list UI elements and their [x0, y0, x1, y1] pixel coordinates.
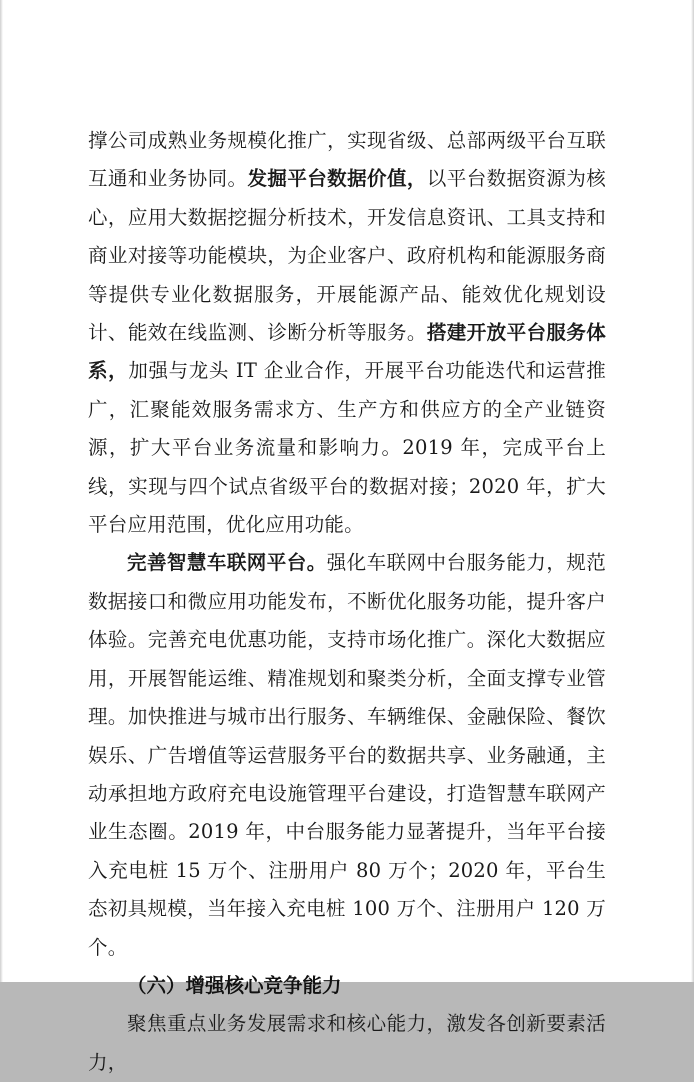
text-run-1: 发掘平台数据价值， — [247, 167, 427, 191]
text-run-3: 搭建开放平台服务体系， — [88, 321, 606, 383]
page-left-edge-shadow — [0, 0, 3, 982]
text-run-2: 以平台数据资源为核心，应用大数据挖掘分析技术，开发信息资讯、工具支持和商业对接等功能模块，为企业客户、政府机构和能源服务商等提供专业化数据服务，开展能源产品、能效优化规划设计、能效在线监测、诊断分析等服务。 — [88, 167, 606, 345]
paragraph-core-competitiveness — [88, 1005, 606, 1082]
text-run-0: 完善智慧车联网平台。 — [127, 551, 327, 575]
paragraph-smart-vehicle-network — [88, 544, 606, 966]
text-run-4: 加强与龙头 IT 企业合作，开展平台功能迭代和运营推广，汇聚能效服务需求方、生产方和供应方的全产业链资源，扩大平台业务流量和影响力。2019 年，完成平台上线，实现与四个试点省级平台的数据对接；2020 年，扩大平台应用范围，优化应用功能。 — [88, 359, 606, 537]
paragraph-platform-data-value — [88, 122, 606, 544]
page-content — [88, 122, 606, 1082]
text-run-0: 聚焦重点业务发展需求和核心能力，激发各创新要素活力， — [88, 1012, 606, 1074]
section-heading: （六）增强核心竞争能力 — [127, 973, 342, 997]
text-run-1: 强化车联网中台服务能力，规范数据接口和微应用功能发布，不断优化服务功能，提升客户体验。完善充电优惠功能，支持市场化推广。深化大数据应用，开展智能运维、精准规划和聚类分析，全面支撑专业管理。加快推进与城市出行服务、车辆维保、金融保险、餐饮娱乐、广告增值等运营服务平台的数据共享、业务融通，主动承担地方政府充电设施管理平台建设，打造智慧车联网产业生态圈。2019 年，中台服务能力显著提升，当年平台接入充电桩 15 万个、注册用户 80 万个；2020 年，平台生态初具规模，当年接入充电桩 100 万个、注册用户 120 万个。 — [88, 551, 606, 959]
text-run-0: 撑公司成熟业务规模化推广，实现省级、总部两级平台互联互通和业务协同。 — [88, 129, 606, 191]
